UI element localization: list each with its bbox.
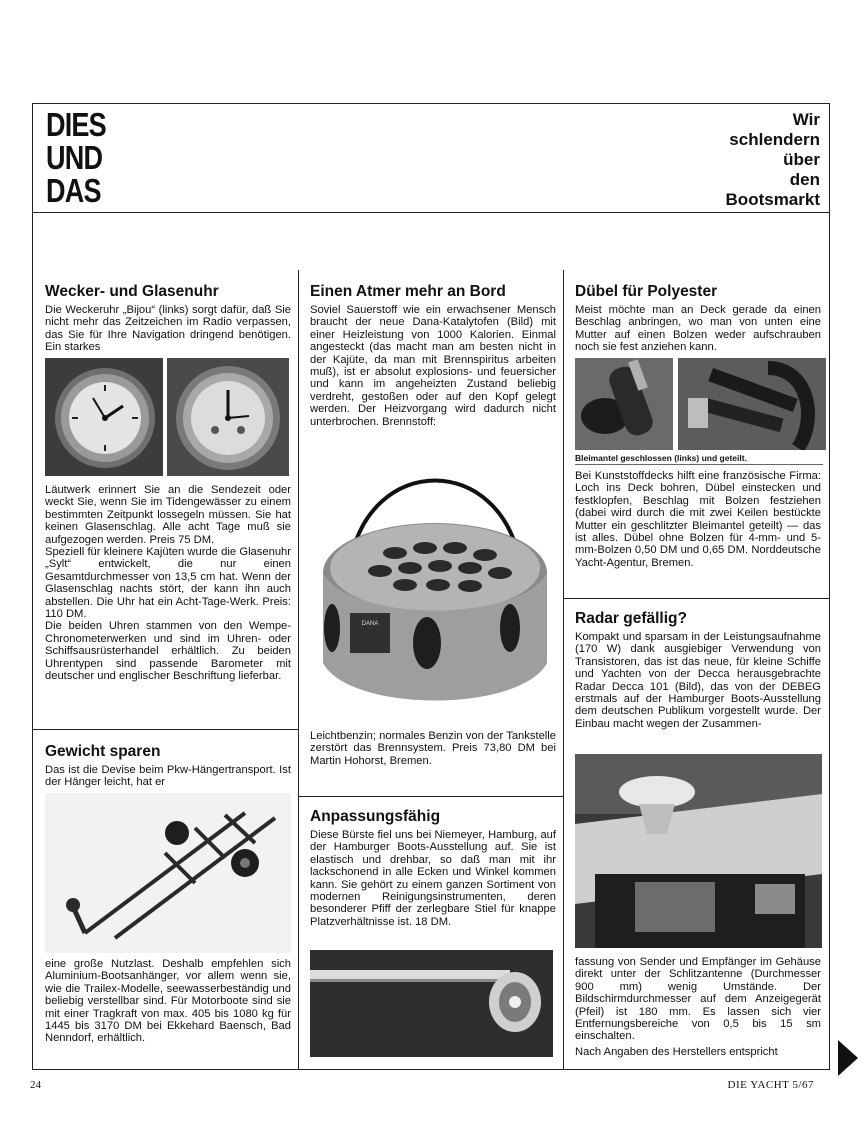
continue-arrow-icon [838, 1040, 858, 1076]
tagline-line: den [789, 170, 820, 189]
header-rule [32, 212, 830, 213]
article-duebel [575, 283, 821, 354]
article-text: Speziell für kleinere Kajüten wurde die Glasenuhr „Sylt“ entwickelt, die nur einen Gesamtdurchmesser von 13,5 cm hat. Wenn der Glasenschlag nachts stört, der kann ihn auch abstellen. Die Uhr hat ein Acht-Tage-Werk. Preis: 110 DM. [45, 546, 291, 621]
article-text: fassung von Sender und Empfänger im Gehäuse direkt unter der Schlitzantenne (Durchmesser 900 mm) wenig Umstände. Der Bildschirmdurchmesser auf dem Anzeigegerät (Pfeil) ist 180 mm. Es lassen sich vier Entfernungsbereiche von 0,5 bis 15 sm einschalten. [575, 956, 821, 1043]
trailer-photo [45, 793, 291, 953]
section-divider [298, 796, 563, 797]
article-atmer [310, 283, 556, 428]
section-divider [32, 729, 298, 730]
article-text: Soviel Sauerstoff wie ein erwachsener Mensch braucht der neue Dana-Katalytofen (Bild) mit einer Heizleistung von 1000 Kalorien. Einmal angesteckt (das macht man am besten nicht in der Kajüte, da man mit Brennspiritus arbeiten muß), ist er absolut explosions- und feuersicher und kann im angeheizten Zustand beliebig verdreht, gestoßen oder auf den Kopf gelegt werden. Der Heizvorgang wird dadurch nicht unterbrochen. Brennstoff: [310, 304, 556, 428]
article-duebel-continued [575, 470, 821, 569]
masthead [46, 108, 106, 207]
article-radar-continued [575, 956, 821, 1058]
article-gewicht-continued [45, 958, 291, 1045]
article-title: Einen Atmer mehr an Bord [310, 283, 506, 300]
article-text: Kompakt und sparsam in der Leistungsaufnahme (170 W) dank ausgiebiger Verwendung von Transistoren, das ist das neue, für kleine Schiffe und Yachten von der Decca herausgebrachte Radar Decca 101 (Bild), das von der DEBEG erstmals auf der Hamburger Boots-Ausstellung dem deutschen Publikum vorgestellt wurde. Der Einbau macht wegen der Zusammen- [575, 631, 821, 730]
caption-rule [575, 464, 823, 465]
article-text: Diese Bürste fiel uns bei Niemeyer, Hamburg, auf der Hamburger Boots-Ausstellung auf. Sie ist elastisch und drehbar, so daß man mit ihr lackschonend in alle Ecken und Winkel kommen kann. Sie gehört zu einem ganzen Sortiment von modernen Reinigungsinstrumenten, deren besonderer Pfiff der zerlegbare Stiel für knappe Platzverhältnisse ist. 18 DM. [310, 829, 556, 928]
article-title: Gewicht sparen [45, 743, 161, 760]
article-title: Radar gefällig? [575, 610, 687, 627]
masthead-line: DAS [46, 172, 101, 209]
clock-photo-bijou [45, 358, 163, 476]
masthead-line: DIES [46, 106, 106, 143]
article-gewicht [45, 743, 291, 789]
masthead-line: UND [46, 139, 103, 176]
heater-photo [310, 443, 560, 723]
column-rule-2 [563, 270, 564, 1070]
article-text: Nach Angaben des Herstellers entspricht [575, 1045, 778, 1058]
article-text: Bei Kunststoffdecks hilft eine französische Firma: Loch ins Deck bohren, Dübel einstecken und festklopfen, Beschlag mit Bolzen festziehen (dabei wird durch die mit zwei Keilen bestückte Mutter ein geschlitzter Bleimantel geteilt) — das ist alles. Dübel ohne Bolzen für 4-mm- und 5-mm-Bolzen 0,50 DM und 0,65 DM. Norddeutsche Yacht-Agentur, Bremen. [575, 470, 821, 569]
tagline [726, 110, 820, 210]
article-text: Leichtbenzin; normales Benzin von der Tankstelle zerstört das Brennsystem. Preis 73,80 DM bei Martin Hohorst, Bremen. [310, 730, 556, 767]
clock-photo-sylt [167, 358, 289, 476]
article-title: Wecker- und Glasenuhr [45, 283, 219, 300]
radar-photo [575, 754, 822, 948]
article-text: eine große Nutzlast. Deshalb empfehlen sich Aluminium-Bootsanhänger, vor allem wenn sie, wie die Trailex-Modelle, seewasserbeständig und beliebig verstellbar sind. Für Motorboote sind sie mit einer Tragkraft von max. 405 bis 1080 kg für 1445 bis 3170 DM bei Ekkehard Baensch, Bad Nenndorf, erhältlich. [45, 958, 291, 1045]
article-anpassung [310, 808, 556, 928]
tagline-line: schlendern [729, 130, 820, 149]
column-rule-1 [298, 270, 299, 1070]
dowel-caption-block [575, 453, 821, 463]
article-atmer-continued [310, 730, 556, 767]
article-text: Die Weckeruhr „Bijou“ (links) sorgt dafür, daß Sie nicht mehr das Zeitzeichen im Radio verpassen, das Sie für Ihre Navigation dringend benötigen. Ein starkes [45, 304, 291, 354]
article-wecker [45, 283, 291, 354]
page-number: 24 [30, 1079, 41, 1091]
article-title: Anpassungsfähig [310, 808, 441, 825]
photo-caption: Bleimantel geschlossen (links) und geteilt. [575, 453, 747, 463]
article-text: Meist möchte man an Deck gerade da einen Beschlag anbringen, wo man von unten eine Mutter auf einen Bolzen weder aufschrauben noch sie fest anziehen kann. [575, 304, 821, 354]
tagline-line: Wir [792, 110, 820, 129]
heater-label: DANA [361, 621, 379, 627]
article-text: Die beiden Uhren stammen von den Wempe-Chronometerwerken und sind im Uhren- oder Schiffsausrüsterhandel erhältlich. Zu beiden Uhrentypen sind passende Barometer mit deutscher und englischer Beschriftung lieferbar. [45, 620, 291, 683]
section-divider [563, 598, 830, 599]
dowel-photo-split [678, 358, 826, 450]
article-radar [575, 610, 821, 730]
tagline-line: über [783, 150, 820, 169]
issue-label: DIE YACHT 5/67 [727, 1079, 814, 1091]
article-text: Das ist die Devise beim Pkw-Hängertransport. Ist der Hänger leicht, hat er [45, 764, 291, 789]
dowel-photo-closed [575, 358, 673, 450]
brush-photo [310, 950, 553, 1057]
article-title: Dübel für Polyester [575, 283, 718, 300]
tagline-line: Bootsmarkt [725, 190, 820, 209]
article-wecker-continued [45, 484, 291, 683]
article-text: Läutwerk erinnert Sie an die Sendezeit oder weckt Sie, wenn Sie im Tidengewässer zu einem bestimmten Zeitpunkt lossegeln müssen. Sie hat keinen Glasenschlag. Alle acht Tage muß sie aufgezogen werden. Preis 75 DM. [45, 484, 291, 546]
